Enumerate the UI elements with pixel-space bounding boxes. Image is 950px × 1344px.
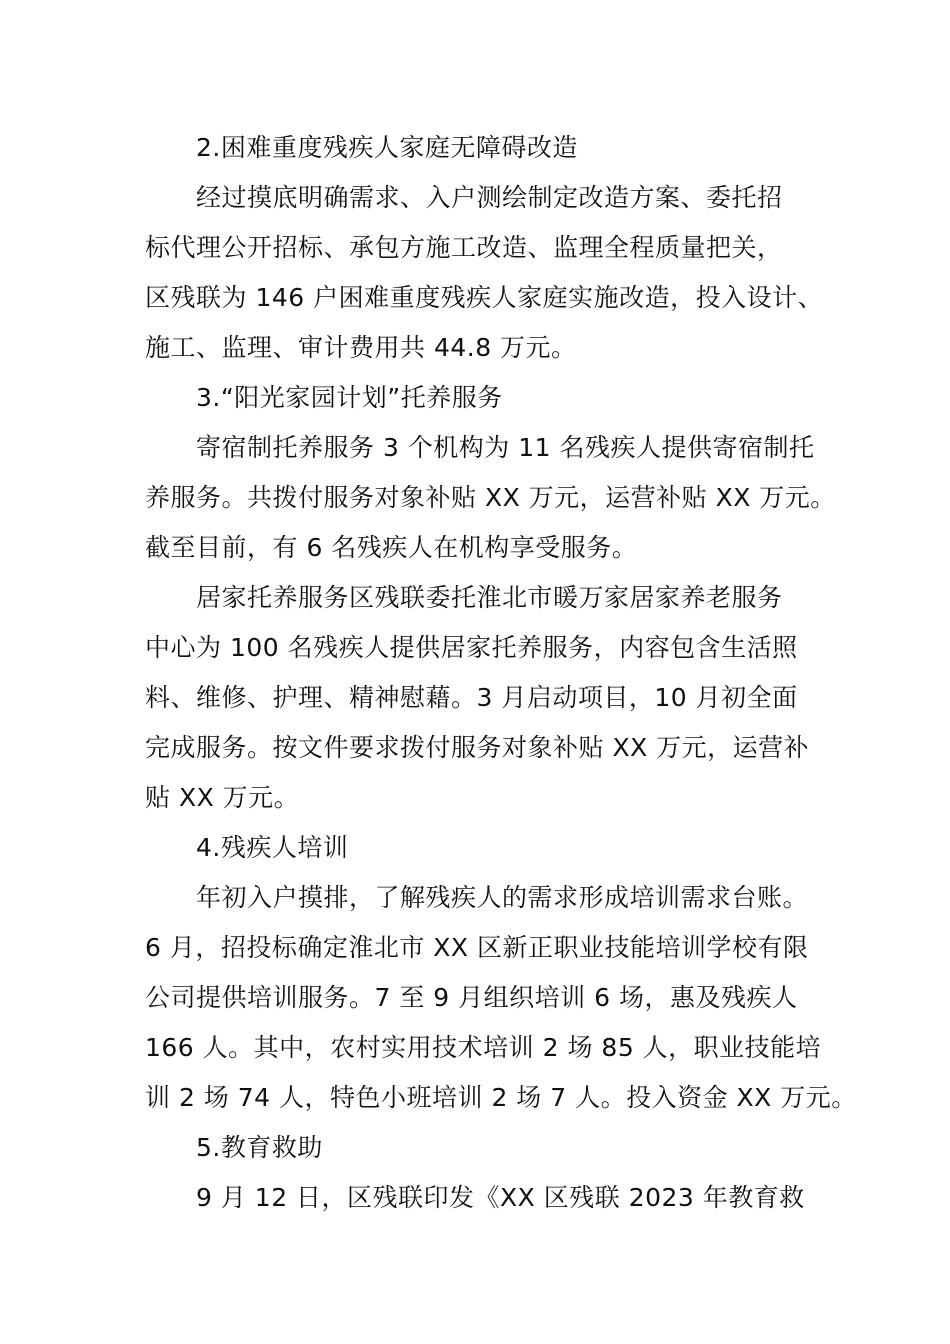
- paragraph-line: 6 月，招投标确定淮北市 XX 区新正职业技能培训学校有限: [145, 933, 809, 962]
- paragraph-line: 9 月 12 日，区残联印发《XX 区残联 2023 年教育救: [196, 1183, 805, 1212]
- paragraph-line: 训 2 场 74 人，特色小班培训 2 场 7 人。投入资金 XX 万元。: [145, 1083, 857, 1112]
- paragraph-line: 中心为 100 名残疾人提供居家托养服务，内容包含生活照: [145, 633, 798, 662]
- paragraph-line: 居家托养服务区残联委托淮北市暖万家居家养老服务: [196, 583, 783, 612]
- paragraph-line: 施工、监理、审计费用共 44.8 万元。: [145, 333, 577, 362]
- heading-sunshine-home-care: 3.“阳光家园计划”托养服务: [196, 383, 503, 412]
- heading-disabled-training: 4.残疾人培训: [196, 833, 349, 862]
- heading-education-aid: 5.教育救助: [196, 1133, 323, 1162]
- paragraph-line: 年初入户摸排，了解残疾人的需求形成培训需求台账。: [196, 883, 809, 912]
- paragraph-line: 截至目前，有 6 名残疾人在机构享受服务。: [145, 533, 638, 562]
- paragraph-line: 寄宿制托养服务 3 个机构为 11 名残疾人提供寄宿制托: [196, 433, 815, 462]
- paragraph-line: 经过摸底明确需求、入户测绘制定改造方案、委托招: [196, 183, 783, 212]
- paragraph-line: 完成服务。按文件要求拨付服务对象补贴 XX 万元，运营补: [145, 733, 810, 762]
- paragraph-line: 养服务。共拨付服务对象补贴 XX 万元，运营补贴 XX 万元。: [145, 483, 836, 512]
- paragraph-line: 贴 XX 万元。: [145, 783, 300, 812]
- paragraph-line: 166 人。其中，农村实用技术培训 2 场 85 人，职业技能培: [145, 1033, 822, 1062]
- paragraph-line: 区残联为 146 户困难重度残疾人家庭实施改造，投入设计、: [145, 283, 824, 312]
- paragraph-line: 料、维修、护理、精神慰藉。3 月启动项目，10 月初全面: [145, 683, 798, 712]
- paragraph-line: 标代理公开招标、承包方施工改造、监理全程质量把关，: [145, 233, 783, 262]
- heading-accessibility-renovation: 2.困难重度残疾人家庭无障碍改造: [196, 133, 578, 162]
- paragraph-line: 公司提供培训服务。7 至 9 月组织培训 6 场，惠及残疾人: [145, 983, 798, 1012]
